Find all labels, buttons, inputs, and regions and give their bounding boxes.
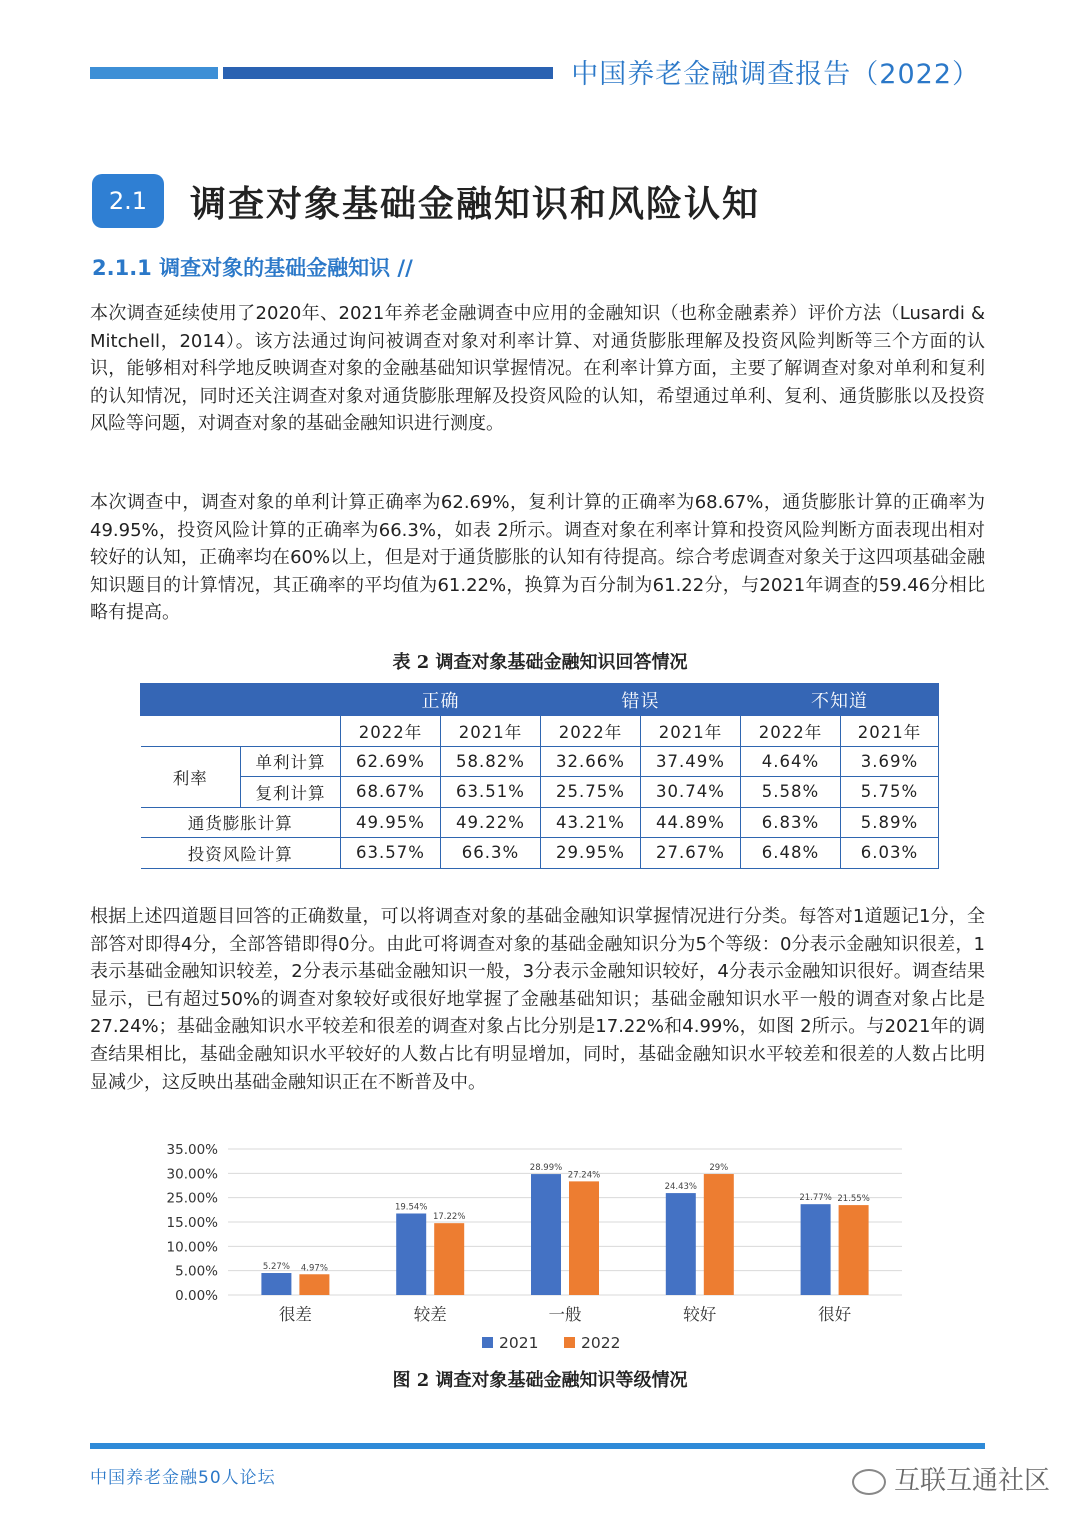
table-cell: 58.82% [441, 746, 541, 777]
header-year: 2022年 [741, 716, 841, 747]
chart-data-label: 21.55% [837, 1194, 870, 1205]
report-title: 中国养老金融调查报告（2022） [571, 59, 980, 90]
header-year: 2022年 [341, 716, 441, 747]
table-cell: 25.75% [541, 777, 641, 808]
table-cell: 43.21% [541, 807, 641, 838]
legend-swatch-2021 [482, 1337, 493, 1348]
row-label: 复利计算 [241, 777, 341, 808]
section-number-badge: 2.1 [92, 174, 164, 228]
legend-swatch-2022 [564, 1337, 575, 1348]
chart-x-tick-label: 很好 [818, 1305, 852, 1324]
chart-data-label: 28.99% [529, 1163, 563, 1174]
chart-data-label: 19.54% [394, 1202, 428, 1213]
paragraph-method: 本次调查延续使用了2020年、2021年养老金融调查中应用的金融知识（也称金融素养）评价方法（Lusardi & Mitchell，2014）。该方法通过询问被调查对象对利率计算、对通货膨胀理解及投资风险判断等三个方面的认识，能够相对科学地反映调查对象的金融基础知识掌握情况。在利率计算方面，主要了解调查对象对单利和复利的认知情况，同时还关注调查对象对通货膨胀理解及投资风险的认知，希望通过单利、复利、通货膨胀以及投资风险等问题，对调查对象的基础金融知识进行测度。 [90, 303, 985, 435]
chart-bar-2021 [666, 1193, 696, 1295]
chart-bar-2021 [261, 1273, 291, 1295]
chart-y-tick-label: 30.00% [166, 1166, 218, 1183]
chart-x-tick-label: 一般 [548, 1305, 582, 1324]
watermark-text: 互联互通社区 [893, 1466, 1050, 1496]
chart-data-label: 27.24% [567, 1170, 601, 1181]
chart-bar-2021 [396, 1213, 426, 1295]
header-year: 2021年 [641, 716, 741, 747]
table-cell: 6.83% [741, 807, 841, 838]
header-group: 正确 [341, 684, 541, 716]
table-cell: 63.57% [341, 838, 441, 869]
header-group: 错误 [541, 684, 741, 716]
table-cell: 29.95% [541, 838, 641, 869]
chart-data-label: 24.43% [664, 1182, 698, 1193]
legend-label: 2022 [581, 1334, 621, 1352]
header-year: 2021年 [841, 716, 939, 747]
chart-data-label: 5.27% [262, 1262, 290, 1273]
table-row [141, 838, 939, 869]
table-header-groups [141, 684, 939, 716]
table-cell: 3.69% [841, 746, 939, 777]
table-caption: 表 2 调查对象基础金融知识回答情况 [392, 652, 688, 673]
chart-y-tick-label: 0.00% [175, 1288, 218, 1304]
chart-x-tick-label: 较差 [413, 1305, 447, 1324]
chart-y-tick-label: 35.00% [166, 1142, 218, 1158]
row-label: 单利计算 [241, 746, 341, 777]
table-cell: 6.48% [741, 838, 841, 869]
chart-x-axis [279, 1305, 852, 1324]
section-title: 调查对象基础金融知识和风险认知 [190, 184, 761, 225]
header-blank [141, 684, 341, 716]
table-cell: 5.58% [741, 777, 841, 808]
table-row [141, 746, 939, 777]
table-cell: 44.89% [641, 807, 741, 838]
table-cell: 30.74% [641, 777, 741, 808]
table-cell: 32.66% [541, 746, 641, 777]
table-cell: 49.95% [341, 807, 441, 838]
legend-label: 2021 [499, 1334, 539, 1352]
header-accent-bar-dark [223, 67, 553, 79]
table-cell: 37.49% [641, 746, 741, 777]
header-group: 不知道 [741, 684, 939, 716]
wechat-icon [852, 1469, 886, 1495]
chart-bar-2022 [299, 1274, 329, 1295]
chart-bar-2021 [801, 1204, 831, 1295]
chart-legend [482, 1334, 620, 1352]
chart-bar-2021 [531, 1174, 561, 1295]
table-cell: 6.03% [841, 838, 939, 869]
row-group-label: 利率 [141, 746, 241, 807]
chart-data-label: 29% [709, 1163, 729, 1174]
chart-bar-2022 [569, 1181, 599, 1295]
subsection-title: 2.1.1 调查对象的基础金融知识 // [92, 256, 413, 280]
table-cell: 66.3% [441, 838, 541, 869]
chart-y-axis [167, 1142, 219, 1304]
table-row [141, 777, 939, 808]
table-cell: 27.67% [641, 838, 741, 869]
chart-y-tick-label: 15.00% [166, 1215, 218, 1231]
table-cell: 5.75% [841, 777, 939, 808]
row-label: 投资风险计算 [141, 838, 341, 869]
knowledge-answer-table [140, 683, 939, 869]
table-header-years [141, 716, 939, 747]
header-accent-bar-light [90, 67, 218, 79]
chart-y-tick-label: 10.00% [166, 1239, 218, 1256]
header-blank [141, 716, 341, 747]
chart-y-tick-label: 5.00% [175, 1263, 218, 1280]
header-year: 2022年 [541, 716, 641, 747]
chart-x-tick-label: 较好 [683, 1305, 717, 1324]
chart-caption: 图 2 调查对象基础金融知识等级情况 [392, 1370, 688, 1391]
watermark [852, 1460, 1050, 1497]
chart-data-label: 21.77% [799, 1193, 832, 1204]
chart-bar-2022 [434, 1223, 464, 1295]
chart-x-tick-label: 很差 [278, 1305, 312, 1324]
paragraph-levels: 根据上述四道题目回答的正确数量，可以将调查对象的基础金融知识掌握情况进行分类。每答对1道题记1分，全部答对即得4分，全部答错即得0分。由此可将调查对象的基础金融知识分为5个等级：0分表示金融知识很差，1表示基础金融知识较差，2分表示基础金融知识一般，3分表示金融知识较好，4分表示金融知识很好。调查结果显示，已有超过50%的调查对象较好或很好地掌握了金融基础知识；基础金融知识水平一般的调查对象占比是27.24%；基础金融知识水平较差和很差的调查对象占比分别是17.22%和4.99%，如图 2所示。与2021年的调查结果相比，基础金融知识水平较好的人数占比有明显增加，同时，基础金融知识水平较差和很差的人数占比明显减少，这反映出基础金融知识正在不断普及中。 [90, 906, 985, 1093]
header-year: 2021年 [441, 716, 541, 747]
chart-bar-2022 [704, 1174, 734, 1295]
chart-data-label: 4.97% [300, 1263, 328, 1274]
chart-data-label: 17.22% [432, 1212, 466, 1223]
table-cell: 63.51% [441, 777, 541, 808]
footer-rule [90, 1443, 985, 1449]
paragraph-results: 本次调查中，调查对象的单利计算正确率为62.69%，复利计算的正确率为68.67%，通货膨胀计算的正确率为49.95%，投资风险计算的正确率为66.3%，如表 2所示。调查对象在利率计算和投资风险判断方面表现出相对较好的认知，正确率均在60%以上，但是对于通货膨胀的认知有待提高。综合考虑调查对象关于这四项基础金融知识题目的计算情况，其正确率的平均值为61.22%，换算为百分制为61.22分，与2021年调查的59.46分相比略有提高。 [90, 492, 985, 624]
knowledge-level-bar-chart [150, 1136, 920, 1361]
table-cell: 4.64% [741, 746, 841, 777]
table-cell: 5.89% [841, 807, 939, 838]
chart-y-tick-label: 25.00% [166, 1190, 218, 1207]
table-cell: 49.22% [441, 807, 541, 838]
table-row [141, 807, 939, 838]
chart-bars [261, 1163, 869, 1295]
table-cell: 68.67% [341, 777, 441, 808]
table-cell: 62.69% [341, 746, 441, 777]
row-label: 通货膨胀计算 [141, 807, 341, 838]
footer-forum-name: 中国养老金融50人论坛 [90, 1468, 276, 1488]
chart-bar-2022 [839, 1205, 869, 1295]
